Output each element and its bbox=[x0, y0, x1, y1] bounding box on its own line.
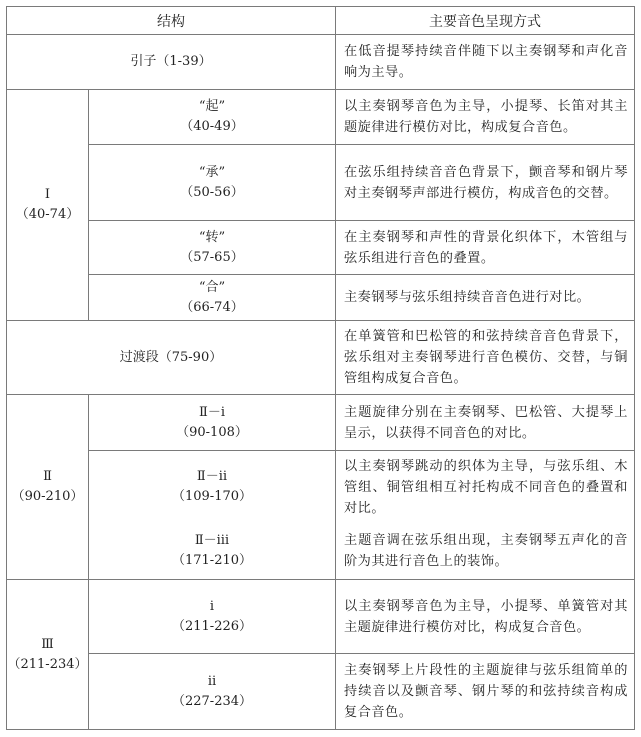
s3-i-cell bbox=[89, 580, 336, 654]
intro-label: 引子（1-39） bbox=[7, 35, 336, 90]
s3-ii-cell bbox=[89, 654, 336, 730]
section-3-label: Ⅲ bbox=[41, 636, 54, 652]
s3-i-range: （211-226） bbox=[171, 618, 253, 634]
s2-iii-range: （171-210） bbox=[171, 553, 253, 569]
s1-qi-cell bbox=[89, 90, 336, 145]
section-3-cell bbox=[7, 580, 89, 730]
s2-iii-cell bbox=[89, 524, 336, 580]
s3-ii-desc: 主奏钢琴上片段性的主题旋律与弦乐组简单的持续音以及颤音琴、钢片琴的和弦持续音构成复合音色。 bbox=[336, 654, 635, 730]
s1-he-cell bbox=[89, 275, 336, 321]
header-structure: 结构 bbox=[7, 7, 336, 35]
table-row-s1-he bbox=[7, 275, 635, 321]
transition-desc: 在单簧管和巴松管的和弦持续音音色背景下，弦乐组对主奏钢琴进行音色模仿、交替，与铜管组构成复合音色。 bbox=[336, 321, 635, 395]
s1-cheng-cell bbox=[89, 145, 336, 221]
s1-cheng-label: “承” bbox=[198, 164, 226, 180]
table-row-s2-ii bbox=[7, 451, 635, 524]
s3-i-desc: 以主奏钢琴音色为主导，小提琴、单簧管对其主题旋律进行模仿对比，构成复合音色。 bbox=[336, 580, 635, 654]
s1-qi-label: “起” bbox=[198, 99, 226, 114]
s2-ii-desc: 以主奏钢琴跳动的织体为主导，与弦乐组、木管组、铜管组相互衬托构成不同音色的叠置和对比。 bbox=[336, 451, 635, 524]
section-1-label: Ⅰ bbox=[44, 187, 51, 202]
s2-i-label: Ⅱ－ⅰ bbox=[199, 404, 225, 420]
section-2-cell bbox=[7, 395, 89, 580]
table-row-s1-qi bbox=[7, 90, 635, 145]
s1-zhuan-cell bbox=[89, 221, 336, 275]
section-1-cell bbox=[7, 90, 89, 321]
s1-qi-desc: 以主奏钢琴音色为主导，小提琴、长笛对其主题旋律进行模仿对比，构成复合音色。 bbox=[336, 90, 635, 145]
s1-he-label: “合” bbox=[198, 279, 226, 295]
s1-cheng-range: （50-56） bbox=[180, 184, 244, 200]
table-row-intro bbox=[7, 35, 635, 90]
s2-ii-cell bbox=[89, 451, 336, 524]
s2-ii-label: Ⅱ－ⅱ bbox=[196, 469, 228, 485]
header-row bbox=[7, 7, 635, 35]
s1-zhuan-desc: 在主奏钢琴和声性的背景化织体下，木管组与弦乐组进行音色的叠置。 bbox=[336, 221, 635, 275]
s2-i-desc: 主题旋律分别在主奏钢琴、巴松管、大提琴上呈示，以获得不同音色的对比。 bbox=[336, 395, 635, 451]
s3-ii-range: （227-234） bbox=[171, 693, 253, 709]
s2-iii-desc: 主题音调在弦乐组出现，主奏钢琴五声化的音阶为其进行音色上的装饰。 bbox=[336, 524, 635, 580]
s2-i-range: （90-108） bbox=[176, 424, 248, 440]
table-row-s1-cheng bbox=[7, 145, 635, 221]
s1-zhuan-range: （57-65） bbox=[180, 249, 244, 265]
s1-zhuan-label: “转” bbox=[198, 229, 226, 245]
s2-iii-label: Ⅱ－ⅲ bbox=[194, 533, 230, 549]
section-2-range: （90-210） bbox=[11, 489, 84, 504]
section-1-range: （40-74） bbox=[15, 207, 80, 222]
s2-i-cell bbox=[89, 395, 336, 451]
s1-he-range: （66-74） bbox=[180, 299, 244, 315]
s2-ii-range: （109-170） bbox=[171, 489, 253, 505]
table-row-s2-iii bbox=[7, 524, 635, 580]
s1-cheng-desc: 在弦乐组持续音音色背景下，颤音琴和钢片琴对主奏钢琴声部进行模仿，构成音色的交替。 bbox=[336, 145, 635, 221]
table-row-s2-i bbox=[7, 395, 635, 451]
table-row-transition bbox=[7, 321, 635, 395]
transition-label: 过渡段（75-90） bbox=[7, 321, 336, 395]
header-method: 主要音色呈现方式 bbox=[336, 7, 635, 35]
s1-qi-range: （40-49） bbox=[180, 119, 244, 134]
s1-he-desc: 主奏钢琴与弦乐组持续音音色进行对比。 bbox=[336, 275, 635, 321]
table-row-s3-ii bbox=[7, 654, 635, 730]
section-3-range: （211-234） bbox=[7, 656, 88, 672]
table-row-s3-i bbox=[7, 580, 635, 654]
table-row-s1-zhuan bbox=[7, 221, 635, 275]
s3-ii-label: ⅱ bbox=[207, 673, 217, 689]
intro-desc: 在低音提琴持续音伴随下以主奏钢琴和声化音响为主导。 bbox=[336, 35, 635, 90]
section-2-label: Ⅱ bbox=[43, 469, 52, 484]
structure-timbre-table bbox=[6, 6, 635, 730]
s3-i-label: ⅰ bbox=[209, 598, 215, 614]
